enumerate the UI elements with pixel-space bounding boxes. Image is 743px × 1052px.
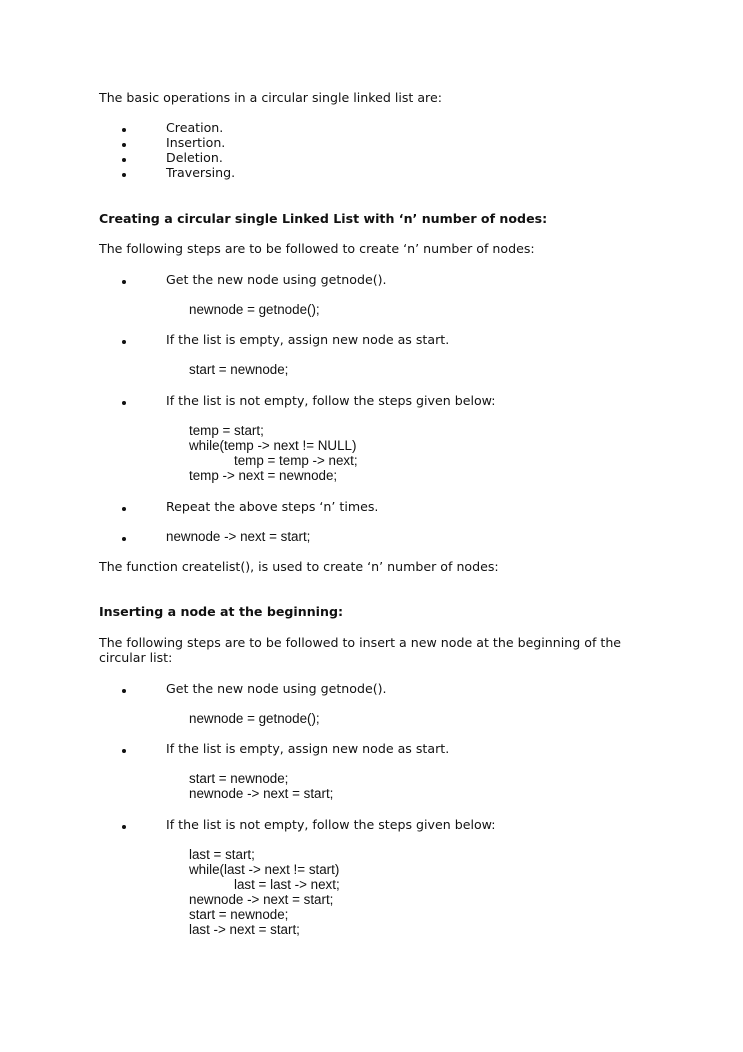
- create-code-1: newnode = getnode();: [189, 302, 320, 317]
- insert-code-2-line: newnode -> next = start;: [189, 786, 334, 801]
- bullet-icon: [122, 158, 126, 162]
- operation-item: Insertion.: [166, 135, 226, 150]
- insert-code-1: newnode = getnode();: [189, 711, 320, 726]
- section-create-outro: The function createlist(), is used to create ‘n’ number of nodes:: [99, 559, 499, 574]
- create-step-1: Get the new node using getnode().: [166, 272, 387, 287]
- insert-step-2: If the list is empty, assign new node as start.: [166, 741, 450, 756]
- section-insert-intro-1: The following steps are to be followed to insert a new node at the beginning of the: [99, 635, 622, 650]
- create-step-4: Repeat the above steps ‘n’ times.: [166, 499, 379, 514]
- insert-code-3-line: last = last -> next;: [234, 877, 340, 892]
- bullet-icon: [122, 128, 126, 132]
- section-create-intro: The following steps are to be followed to create ‘n’ number of nodes:: [99, 241, 535, 256]
- bullet-icon: [122, 689, 126, 693]
- bullet-icon: [122, 143, 126, 147]
- bullet-icon: [122, 401, 126, 405]
- bullet-icon: [122, 173, 126, 177]
- create-step-3: If the list is not empty, follow the steps given below:: [166, 393, 496, 408]
- bullet-icon: [122, 340, 126, 344]
- section-insert-intro-2: circular list:: [99, 650, 173, 665]
- bullet-icon: [122, 537, 126, 541]
- bullet-icon: [122, 749, 126, 753]
- create-code-2: start = newnode;: [189, 362, 289, 377]
- create-step-2: If the list is empty, assign new node as start.: [166, 332, 450, 347]
- insert-code-3-line: last = start;: [189, 847, 255, 862]
- operation-item: Creation.: [166, 120, 224, 135]
- section-heading-create: Creating a circular single Linked List with ‘n’ number of nodes:: [99, 211, 548, 226]
- insert-step-1: Get the new node using getnode().: [166, 681, 387, 696]
- intro-text: The basic operations in a circular single linked list are:: [99, 90, 442, 105]
- insert-code-3-line: last -> next = start;: [189, 922, 300, 937]
- create-code-3-line: while(temp -> next != NULL): [189, 438, 357, 453]
- section-heading-insert: Inserting a node at the beginning:: [99, 604, 344, 619]
- operation-item: Traversing.: [166, 165, 236, 180]
- insert-code-2-line: start = newnode;: [189, 771, 289, 786]
- create-step-5: newnode -> next = start;: [166, 529, 311, 544]
- insert-code-3-line: start = newnode;: [189, 907, 289, 922]
- operation-item: Deletion.: [166, 150, 223, 165]
- insert-code-3-line: while(last -> next != start): [189, 862, 340, 877]
- bullet-icon: [122, 507, 126, 511]
- insert-step-3: If the list is not empty, follow the steps given below:: [166, 817, 496, 832]
- create-code-3-line: temp = start;: [189, 423, 264, 438]
- create-code-3-line: temp -> next = newnode;: [189, 468, 338, 483]
- bullet-icon: [122, 825, 126, 829]
- insert-code-3-line: newnode -> next = start;: [189, 892, 334, 907]
- create-code-3-line: temp = temp -> next;: [234, 453, 358, 468]
- bullet-icon: [122, 280, 126, 284]
